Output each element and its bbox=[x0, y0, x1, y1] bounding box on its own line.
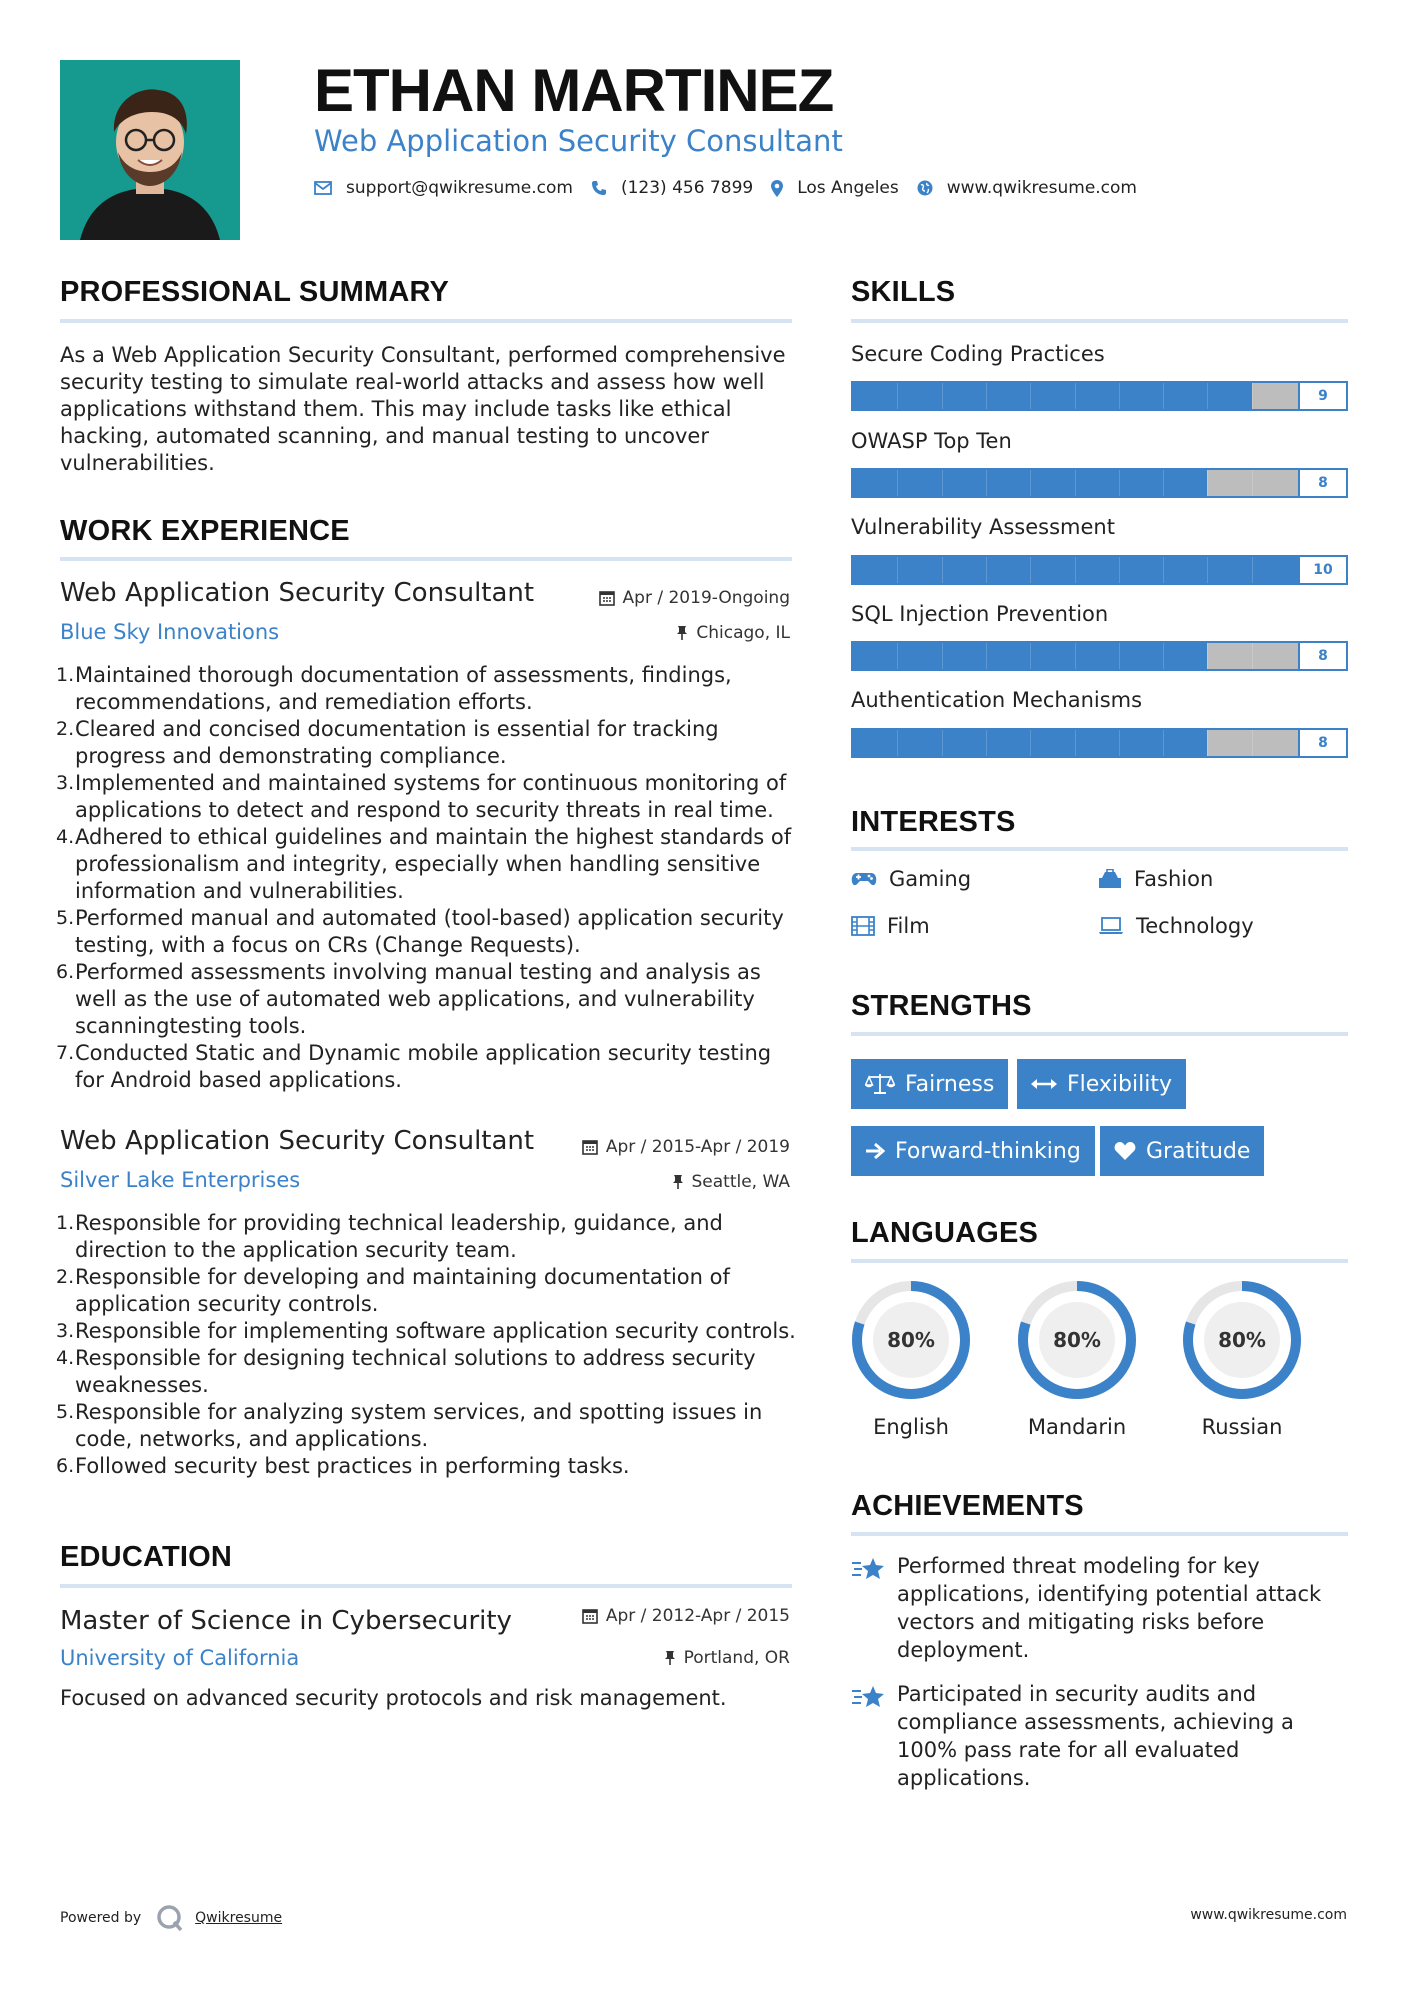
job-2-bullets bbox=[56, 1210, 796, 1480]
contact-email-text: support@qwikresume.com bbox=[346, 178, 573, 198]
skill-bar-segment bbox=[942, 470, 943, 496]
list-item: 1. Responsible for providing technical leadership, guidance, and direction to the application security team. bbox=[56, 1211, 723, 1262]
language-name: English bbox=[873, 1415, 949, 1439]
skills-heading: SKILLS bbox=[851, 276, 956, 308]
job-2-company: Silver Lake Enterprises bbox=[60, 1168, 301, 1192]
skill-bar-segment bbox=[986, 643, 987, 669]
skill-bar-segment bbox=[1075, 383, 1076, 409]
job-2-dates bbox=[582, 1137, 790, 1157]
language-name: Russian bbox=[1201, 1415, 1283, 1439]
skill-label: Authentication Mechanisms bbox=[851, 688, 1143, 712]
contact-phone[interactable] bbox=[591, 178, 753, 198]
contact-website[interactable] bbox=[917, 178, 1137, 198]
skill-bar-segment bbox=[1030, 470, 1031, 496]
job-1-location-text: Chicago, IL bbox=[696, 623, 790, 643]
pin-icon bbox=[676, 625, 688, 641]
skill-bar-segment bbox=[1119, 730, 1120, 756]
skill-bar-segment bbox=[1030, 643, 1031, 669]
skill-bar-segment bbox=[1207, 470, 1208, 496]
list-item: 3. Implemented and maintained systems for continuous monitoring of applications to detect and respond to security threats in real time. bbox=[56, 771, 787, 822]
gamepad-icon bbox=[851, 870, 877, 888]
interest-label: Film bbox=[887, 914, 930, 938]
skill-bar-segment bbox=[1252, 557, 1253, 583]
strengths-heading: STRENGTHS bbox=[851, 990, 1032, 1022]
skill-bar-segment bbox=[897, 557, 898, 583]
list-item: 1. Maintained thorough documentation of assessments, findings, recommendations, and remediation efforts. bbox=[56, 663, 732, 714]
skill-bar-segment bbox=[942, 643, 943, 669]
education-school: University of California bbox=[60, 1646, 300, 1670]
languages-rule bbox=[851, 1259, 1348, 1263]
education-dates bbox=[582, 1606, 790, 1626]
skill-bar-segment bbox=[897, 383, 898, 409]
balance-scale-icon bbox=[865, 1073, 895, 1095]
summary-rule bbox=[60, 319, 792, 323]
strength-tag bbox=[851, 1126, 1095, 1176]
skill-label: OWASP Top Ten bbox=[851, 429, 1012, 453]
skill-bar-segment bbox=[1163, 557, 1164, 583]
film-icon bbox=[851, 916, 875, 936]
interest-label: Technology bbox=[1136, 914, 1254, 938]
qwikresume-link[interactable]: Qwikresume bbox=[195, 1910, 283, 1926]
skill-bar bbox=[851, 641, 1348, 671]
skill-bar-segment bbox=[1163, 643, 1164, 669]
interest-item bbox=[851, 867, 971, 891]
list-item: 4. Adhered to ethical guidelines and maintain the highest standards of professionalism and integrity, especially when handling sensitive information and vulnerabilities. bbox=[56, 825, 792, 903]
achievement-item bbox=[851, 1680, 1351, 1792]
skill-bar-segment bbox=[1207, 557, 1208, 583]
strength-label: Flexibility bbox=[1067, 1071, 1172, 1097]
list-item: 3. Responsible for implementing software application security controls. bbox=[56, 1319, 796, 1343]
map-marker-icon bbox=[771, 180, 783, 197]
language-name: Mandarin bbox=[1027, 1415, 1127, 1439]
strengths-rule bbox=[851, 1032, 1348, 1036]
list-item: 4. Responsible for designing technical solutions to address security weaknesses. bbox=[56, 1346, 756, 1397]
skill-bar-segment bbox=[1252, 383, 1253, 409]
list-item: 5. Responsible for analyzing system services, and spotting issues in code, networks, and applications. bbox=[56, 1400, 763, 1451]
list-item: 2. Responsible for developing and maintaining documentation of application security controls. bbox=[56, 1265, 730, 1316]
list-item: 2. Cleared and concised documentation is essential for tracking progress and demonstrating compliance. bbox=[56, 717, 719, 768]
strength-tag bbox=[1100, 1126, 1264, 1176]
languages-heading: LANGUAGES bbox=[851, 1217, 1039, 1249]
contact-location-text: Los Angeles bbox=[797, 178, 899, 198]
gauge-percent: 80% bbox=[887, 1328, 935, 1352]
skill-level: 8 bbox=[1298, 643, 1346, 669]
skill-bar-segment bbox=[1252, 470, 1253, 496]
education-degree: Master of Science in Cybersecurity bbox=[60, 1606, 512, 1636]
skill-label: SQL Injection Prevention bbox=[851, 602, 1109, 626]
heart-icon bbox=[1114, 1141, 1136, 1161]
skill-bar-fill bbox=[853, 557, 1346, 583]
job-2-dates-text: Apr / 2015-Apr / 2019 bbox=[605, 1137, 790, 1157]
interest-item bbox=[851, 914, 930, 938]
contact-email[interactable] bbox=[314, 178, 573, 198]
footer-powered-by bbox=[60, 1903, 282, 1933]
skill-bar bbox=[851, 468, 1348, 498]
pin-icon bbox=[664, 1650, 676, 1666]
strength-label: Fairness bbox=[905, 1071, 995, 1097]
education-location-text: Portland, OR bbox=[683, 1648, 790, 1668]
shooting-star-icon bbox=[851, 1682, 887, 1712]
skill-bar bbox=[851, 555, 1348, 585]
candidate-title: Web Application Security Consultant bbox=[314, 124, 843, 158]
skills-rule bbox=[851, 319, 1348, 323]
globe-icon bbox=[917, 180, 933, 196]
skill-bar-segment bbox=[1252, 643, 1253, 669]
contact-phone-text: (123) 456 7899 bbox=[620, 178, 754, 198]
skill-label: Vulnerability Assessment bbox=[851, 515, 1115, 539]
gauge-percent: 80% bbox=[1218, 1328, 1266, 1352]
candidate-name: ETHAN MARTINEZ bbox=[314, 57, 834, 124]
skill-bar-segment bbox=[1030, 557, 1031, 583]
education-description: Focused on advanced security protocols and risk management. bbox=[60, 1686, 727, 1710]
strength-label: Forward-thinking bbox=[895, 1138, 1081, 1164]
calendar-icon bbox=[582, 1139, 598, 1155]
gauge-percent: 80% bbox=[1053, 1328, 1101, 1352]
education-rule bbox=[60, 1584, 792, 1588]
job-1-dates-text: Apr / 2019-Ongoing bbox=[622, 588, 790, 608]
education-location bbox=[664, 1648, 790, 1668]
skill-bar-segment bbox=[1207, 643, 1208, 669]
skill-bar-segment bbox=[986, 557, 987, 583]
skill-bar-segment bbox=[1075, 470, 1076, 496]
list-item: 7. Conducted Static and Dynamic mobile application security testing for Android based applications. bbox=[56, 1041, 772, 1092]
skill-bar-segment bbox=[1075, 557, 1076, 583]
contact-website-text: www.qwikresume.com bbox=[946, 178, 1137, 198]
contact-bar bbox=[314, 178, 1155, 198]
skill-level: 8 bbox=[1298, 730, 1346, 756]
skill-bar-segment bbox=[897, 643, 898, 669]
achievement-item bbox=[851, 1552, 1351, 1664]
job-1-location bbox=[676, 623, 790, 643]
skill-bar-segment bbox=[1119, 643, 1120, 669]
calendar-icon bbox=[599, 590, 615, 606]
calendar-icon bbox=[582, 1608, 598, 1624]
summary-heading: PROFESSIONAL SUMMARY bbox=[60, 276, 450, 308]
skill-bar-segment bbox=[1075, 643, 1076, 669]
job-1-title: Web Application Security Consultant bbox=[60, 578, 535, 608]
job-2-location-text: Seattle, WA bbox=[691, 1172, 790, 1192]
list-item: 5. Performed manual and automated (tool-based) application security testing, with a focus on CRs (Change Requests). bbox=[56, 906, 784, 957]
achievements-rule bbox=[851, 1532, 1348, 1536]
list-item: 6. Followed security best practices in performing tasks. bbox=[56, 1454, 630, 1478]
skill-bar bbox=[851, 728, 1348, 758]
skill-bar-segment bbox=[942, 383, 943, 409]
interest-item bbox=[1098, 867, 1213, 891]
contact-location bbox=[771, 178, 899, 198]
interest-label: Fashion bbox=[1134, 867, 1214, 891]
skill-bar-segment bbox=[986, 383, 987, 409]
skill-bar-segment bbox=[942, 557, 943, 583]
skill-bar-segment bbox=[1075, 730, 1076, 756]
job-2-title: Web Application Security Consultant bbox=[60, 1126, 535, 1156]
skill-bar-segment bbox=[1119, 383, 1120, 409]
experience-heading: WORK EXPERIENCE bbox=[60, 515, 350, 547]
phone-icon bbox=[591, 180, 607, 196]
achievements-heading: ACHIEVEMENTS bbox=[851, 1490, 1084, 1522]
skill-bar-segment bbox=[897, 730, 898, 756]
bag-icon bbox=[1098, 869, 1122, 889]
list-item: 6. Performed assessments involving manual testing and analysis as well as the use of automated web applications, and vulnerability scanningtesting tools. bbox=[56, 960, 761, 1038]
arrow-right-icon bbox=[865, 1142, 885, 1160]
achievement-text: Performed threat modeling for key applications, identifying potential attack vectors and mitigating risks before deployment. bbox=[897, 1554, 1322, 1662]
skill-bar bbox=[851, 381, 1348, 411]
job-1-dates bbox=[599, 588, 790, 608]
envelope-icon bbox=[314, 181, 332, 195]
skill-bar-segment bbox=[1119, 470, 1120, 496]
pin-icon bbox=[672, 1174, 684, 1190]
interests-heading: INTERESTS bbox=[851, 806, 1016, 838]
profile-photo bbox=[60, 60, 240, 240]
strength-tag bbox=[851, 1059, 1008, 1109]
skill-bar-segment bbox=[1030, 730, 1031, 756]
laptop-icon bbox=[1098, 917, 1124, 935]
skill-bar-segment bbox=[986, 470, 987, 496]
skill-label: Secure Coding Practices bbox=[851, 342, 1105, 366]
skill-bar-segment bbox=[1163, 470, 1164, 496]
interest-label: Gaming bbox=[889, 867, 972, 891]
footer-website[interactable]: www.qwikresume.com bbox=[1190, 1907, 1347, 1923]
job-1-bullets bbox=[56, 662, 796, 1094]
language-gauge bbox=[1016, 1279, 1138, 1405]
skill-level: 10 bbox=[1298, 557, 1346, 583]
skill-level: 9 bbox=[1298, 383, 1346, 409]
powered-by-label: Powered by bbox=[60, 1910, 142, 1926]
education-heading: EDUCATION bbox=[60, 1541, 233, 1573]
skill-bar-segment bbox=[942, 730, 943, 756]
achievement-text: Participated in security audits and compliance assessments, achieving a 100% pass rate for all evaluated applications. bbox=[897, 1682, 1294, 1790]
strength-label: Gratitude bbox=[1146, 1138, 1251, 1164]
skill-level: 8 bbox=[1298, 470, 1346, 496]
experience-rule bbox=[60, 557, 792, 561]
job-1-company: Blue Sky Innovations bbox=[60, 620, 280, 644]
skill-bar-segment bbox=[1030, 383, 1031, 409]
skill-bar-fill bbox=[853, 383, 1252, 409]
interest-item bbox=[1098, 914, 1254, 938]
skill-bar-segment bbox=[1119, 557, 1120, 583]
skill-bar-segment bbox=[1207, 730, 1208, 756]
skill-bar-segment bbox=[1207, 383, 1208, 409]
strength-tag bbox=[1017, 1059, 1186, 1109]
skill-bar-segment bbox=[1163, 383, 1164, 409]
interests-rule bbox=[851, 847, 1348, 851]
qwikresume-logo-icon bbox=[155, 1903, 185, 1933]
language-gauge bbox=[1181, 1279, 1303, 1405]
language-gauge bbox=[850, 1279, 972, 1405]
skill-bar-segment bbox=[1163, 730, 1164, 756]
arrows-horizontal-icon bbox=[1031, 1077, 1057, 1091]
job-2-location bbox=[672, 1172, 791, 1192]
skill-bar-segment bbox=[986, 730, 987, 756]
summary-text: As a Web Application Security Consultant, performed comprehensive security testing to simulate real-world attacks and assess how well applications withstand them. This may include tasks like ethical hacking, automated scanning, and manual testing to uncover vulnerabilities. bbox=[60, 343, 786, 475]
skill-bar-segment bbox=[897, 470, 898, 496]
shooting-star-icon bbox=[851, 1554, 887, 1584]
education-dates-text: Apr / 2012-Apr / 2015 bbox=[605, 1606, 790, 1626]
skill-bar-segment bbox=[1252, 730, 1253, 756]
